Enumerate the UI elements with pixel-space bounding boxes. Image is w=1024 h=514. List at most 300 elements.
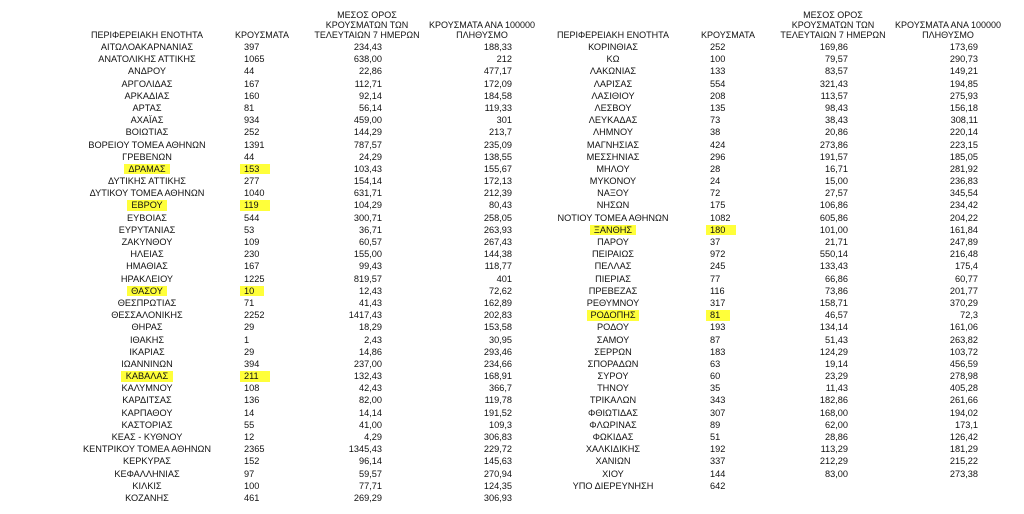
- cell-avg7: 158,71: [819, 297, 848, 308]
- table-row: [538, 151, 998, 163]
- table-row: [538, 260, 998, 272]
- cell-avg7: 273,86: [819, 139, 848, 150]
- cell-per100k: 118,77: [484, 261, 512, 272]
- cell-avg7: 62,00: [825, 419, 848, 430]
- table-row: [72, 224, 532, 236]
- cell-avg7: 300,71: [353, 212, 382, 223]
- cell-region: ΦΩΚΙΔΑΣ: [592, 432, 634, 442]
- table-row: [72, 321, 532, 333]
- cell-avg7: 14,86: [359, 346, 382, 357]
- cell-cases: 97: [244, 468, 255, 479]
- table-row: [72, 41, 532, 53]
- cell-cases: 544: [244, 212, 260, 223]
- cell-avg7: 1345,43: [348, 444, 382, 455]
- cell-cases: 394: [244, 358, 260, 369]
- table-row: [72, 468, 532, 480]
- cell-region: ΑΡΤΑΣ: [132, 102, 162, 113]
- table-row: [72, 248, 532, 260]
- table-row: [538, 41, 998, 53]
- cell-avg7: 42,43: [359, 383, 382, 394]
- header-avg7: [773, 10, 893, 40]
- cell-per100k: 270,94: [483, 468, 512, 479]
- cell-cases: 296: [710, 151, 726, 162]
- cell-cases: 167: [244, 261, 260, 272]
- table-row: [72, 431, 532, 443]
- cell-per100k: 119,33: [484, 102, 512, 113]
- cell-avg7: 82,00: [359, 395, 382, 406]
- table-row: [72, 334, 532, 346]
- cell-region: ΘΕΣΣΑΛΟΝΙΚΗΣ: [111, 310, 183, 321]
- table-row: [72, 370, 532, 382]
- cell-avg7: 154,14: [353, 176, 382, 187]
- cell-cases: 60: [710, 371, 721, 382]
- table-row: [72, 285, 532, 297]
- cell-per100k: 212: [496, 54, 512, 65]
- cell-cases: 81: [710, 310, 721, 321]
- cell-per100k: 103,72: [949, 346, 978, 357]
- cell-cases: 108: [244, 383, 260, 394]
- table-row: [72, 407, 532, 419]
- cell-region: ΕΥΡΥΤΑΝΙΑΣ: [118, 224, 176, 235]
- cell-cases: 252: [244, 127, 260, 138]
- cell-region: ΖΑΚΥΝΘΟΥ: [121, 237, 173, 247]
- cell-avg7: 132,43: [353, 371, 382, 382]
- header-avg7: [307, 10, 427, 40]
- cell-avg7: 113,57: [820, 90, 848, 101]
- cell-avg7: 11,43: [825, 383, 848, 394]
- cell-region: ΓΡΕΒΕΝΩΝ: [122, 151, 172, 162]
- cell-avg7: 2,43: [364, 334, 382, 345]
- cell-region: ΚΑΡΠΑΘΟΥ: [121, 407, 173, 418]
- cell-region: ΒΟΙΩΤΙΑΣ: [125, 127, 169, 138]
- table-row: [72, 163, 532, 175]
- cell-avg7: 631,71: [353, 188, 382, 199]
- table-row: [72, 175, 532, 187]
- cell-region: ΣΑΜΟΥ: [596, 334, 630, 345]
- cell-cases: 116: [710, 285, 725, 296]
- cell-cases: 461: [244, 492, 260, 503]
- cell-per100k: 247,89: [949, 237, 978, 247]
- cell-per100k: 301: [496, 115, 512, 126]
- header-per100k-line1: ΚΡΟΥΣΜΑΤΑ ΑΝΑ 100000: [895, 20, 1001, 30]
- cell-per100k: 223,15: [949, 139, 978, 150]
- cell-cases: 1: [244, 334, 250, 345]
- cell-per100k: 72,62: [489, 285, 512, 296]
- cell-per100k: 173,1: [955, 419, 978, 430]
- table-row: [538, 297, 998, 309]
- cell-per100k: 275,93: [949, 90, 978, 101]
- table-row: [72, 212, 532, 224]
- cell-cases: 73: [710, 115, 721, 126]
- cell-per100k: 263,93: [483, 224, 512, 235]
- cell-avg7: 191,57: [819, 151, 848, 162]
- cell-avg7: 41,00: [359, 419, 382, 430]
- table-row: [538, 273, 998, 285]
- table-row: [72, 309, 532, 321]
- cell-avg7: 124,29: [819, 346, 848, 357]
- header-per100k-line2: ΠΛΗΘΥΣΜΟ: [456, 30, 508, 40]
- cell-per100k: 290,73: [949, 54, 978, 65]
- cell-avg7: 14,14: [359, 407, 382, 418]
- table-row: [72, 394, 532, 406]
- cell-region: ΦΘΙΩΤΙΔΑΣ: [587, 407, 638, 418]
- cell-cases: 1040: [244, 188, 265, 199]
- cell-region: ΛΑΚΩΝΙΑΣ: [589, 66, 637, 77]
- cell-cases: 28: [710, 163, 721, 174]
- table-row: [538, 248, 998, 260]
- table-row: [72, 273, 532, 285]
- cell-per100k: 191,52: [483, 407, 512, 418]
- cell-avg7: 169,86: [819, 42, 848, 52]
- cell-cases: 1065: [244, 54, 265, 65]
- header-cases: ΚΡΟΥΣΜΑΤΑ: [701, 30, 755, 40]
- cell-cases: 167: [244, 78, 260, 89]
- cell-region: ΔΥΤΙΚΗΣ ΑΤΤΙΚΗΣ: [108, 176, 186, 187]
- cell-region: ΠΙΕΡΙΑΣ: [595, 273, 631, 284]
- cell-region: ΠΕΛΛΑΣ: [594, 261, 632, 272]
- cell-region: ΤΡΙΚΑΛΩΝ: [589, 395, 637, 406]
- cell-cases: 193: [710, 322, 726, 333]
- cell-region: ΚΙΛΚΙΣ: [132, 480, 162, 491]
- table-row: [538, 78, 998, 90]
- header-avg7-line3: ΤΕΛΕΥΤΑΙΩΝ 7 ΗΜΕΡΩΝ: [780, 30, 886, 40]
- header-per100k-line2: ΠΛΗΘΥΣΜΟ: [922, 30, 974, 40]
- cell-per100k: 172,13: [483, 176, 512, 187]
- cell-cases: 1082: [710, 212, 731, 223]
- cell-region: ΘΕΣΠΡΩΤΙΑΣ: [117, 297, 177, 308]
- cell-region: ΤΗΝΟΥ: [597, 383, 629, 394]
- cell-per100k: 293,46: [483, 346, 512, 357]
- cell-region: ΕΥΒΟΙΑΣ: [127, 212, 167, 223]
- cell-region: ΜΥΚΟΝΟΥ: [589, 176, 637, 187]
- cell-cases: 152: [244, 456, 260, 467]
- cell-cases: 35: [710, 383, 721, 394]
- cell-per100k: 185,05: [949, 151, 978, 162]
- cell-per100k: 162,89: [483, 297, 512, 308]
- cell-avg7: 60,57: [359, 237, 382, 247]
- table-row: [72, 65, 532, 77]
- cell-per100k: 261,66: [949, 395, 978, 406]
- cell-per100k: 60,77: [955, 273, 978, 284]
- table-row: [538, 163, 998, 175]
- cell-avg7: 134,14: [819, 322, 848, 333]
- cell-avg7: 66,86: [825, 273, 848, 284]
- table-row: [538, 358, 998, 370]
- cell-cases: 10: [244, 285, 255, 296]
- cell-per100k: 119,78: [484, 395, 512, 406]
- cell-cases: 81: [244, 102, 255, 113]
- cell-per100k: 370,29: [949, 297, 978, 308]
- table-row: [538, 187, 998, 199]
- cell-per100k: 345,54: [949, 188, 978, 199]
- cell-cases: 135: [710, 102, 726, 113]
- cell-avg7: 104,29: [353, 200, 382, 211]
- cell-avg7: 234,43: [353, 42, 382, 52]
- cell-per100k: 30,95: [489, 334, 512, 345]
- cell-per100k: 80,43: [489, 200, 512, 211]
- cell-cases: 29: [244, 322, 255, 333]
- cell-cases: 136: [244, 395, 260, 406]
- cell-cases: 87: [710, 334, 721, 345]
- cell-per100k: 194,02: [949, 407, 978, 418]
- cell-per100k: 267,43: [483, 237, 512, 247]
- cell-per100k: 308,11: [950, 115, 978, 126]
- cell-region: ΡΟΔΟΥ: [596, 322, 629, 333]
- table-row: [538, 334, 998, 346]
- cell-region: ΔΡΑΜΑΣ: [128, 163, 166, 174]
- cell-cases: 109: [244, 237, 260, 247]
- cell-cases: 63: [710, 358, 721, 369]
- cell-per100k: 109,3: [489, 419, 512, 430]
- cell-region: ΧΑΛΚΙΔΙΚΗΣ: [585, 444, 641, 455]
- cell-per100k: 149,21: [949, 66, 978, 77]
- cell-avg7: 15,00: [825, 176, 848, 187]
- cell-region: ΚΕΑΣ - ΚΥΘΝΟΥ: [111, 432, 183, 442]
- cell-region: ΛΑΣΙΘΙΟΥ: [591, 90, 635, 101]
- header-avg7-line1: ΜΕΣΟΣ ΟΡΟΣ: [337, 10, 397, 20]
- table-row: [72, 102, 532, 114]
- cell-per100k: 156,18: [949, 102, 978, 113]
- cell-avg7: 321,43: [819, 78, 848, 89]
- table-row: [538, 370, 998, 382]
- cell-per100k: 126,42: [949, 432, 978, 442]
- table-row: [538, 321, 998, 333]
- table-row: [72, 419, 532, 431]
- cell-region: ΛΕΣΒΟΥ: [594, 102, 632, 113]
- cell-cases: 317: [710, 297, 726, 308]
- cell-region: ΡΕΘΥΜΝΟΥ: [586, 297, 640, 308]
- cell-region: ΚΑΛΥΜΝΟΥ: [121, 383, 173, 394]
- cell-region: ΡΟΔΟΠΗΣ: [590, 310, 636, 321]
- cell-cases: 29: [244, 346, 255, 357]
- cell-avg7: 101,00: [819, 224, 848, 235]
- cell-cases: 77: [710, 273, 721, 284]
- cell-cases: 180: [710, 224, 726, 235]
- cell-cases: 2252: [244, 310, 265, 321]
- cell-avg7: 38,43: [825, 115, 848, 126]
- table-header-right: [538, 0, 1001, 40]
- cell-per100k: 366,7: [489, 383, 512, 394]
- cell-region: ΚΑΡΔΙΤΣΑΣ: [122, 395, 172, 406]
- cell-region: ΗΛΕΙΑΣ: [130, 249, 164, 260]
- cell-region: ΘΑΣΟΥ: [131, 285, 163, 296]
- table-row: [538, 175, 998, 187]
- table-row: [538, 53, 998, 65]
- table-row: [72, 455, 532, 467]
- cell-cases: 972: [710, 249, 726, 260]
- cell-region: ΥΠΟ ΔΙΕΡΕΥΝΗΣΗ: [572, 480, 654, 491]
- cell-per100k: 477,17: [483, 66, 512, 77]
- cell-avg7: 23,29: [825, 371, 848, 382]
- cell-avg7: 79,57: [825, 54, 848, 65]
- table-row: [538, 114, 998, 126]
- cell-region: ΚΕΡΚΥΡΑΣ: [123, 456, 171, 467]
- cell-per100k: 273,38: [949, 468, 978, 479]
- cell-avg7: 77,71: [359, 480, 382, 491]
- cell-avg7: 1417,43: [348, 310, 382, 321]
- cell-cases: 2365: [244, 444, 265, 455]
- header-avg7-line3: ΤΕΛΕΥΤΑΙΩΝ 7 ΗΜΕΡΩΝ: [314, 30, 420, 40]
- cell-region: ΝΟΤΙΟΥ ΤΟΜΕΑ ΑΘΗΝΩΝ: [557, 212, 669, 223]
- cell-region: ΕΒΡΟΥ: [131, 200, 163, 211]
- cell-region: ΚΕΝΤΡΙΚΟΥ ΤΟΜΕΑ ΑΘΗΝΩΝ: [82, 444, 212, 455]
- cell-per100k: 72,3: [960, 310, 978, 321]
- cell-region: ΑΡΚΑΔΙΑΣ: [124, 90, 170, 101]
- table-row: [538, 90, 998, 102]
- table-row: [72, 139, 532, 151]
- cell-cases: 38: [710, 127, 721, 138]
- cell-region: ΑΡΓΟΛΙΔΑΣ: [121, 78, 173, 89]
- cell-per100k: 168,91: [483, 371, 512, 382]
- cell-region: ΒΟΡΕΙΟΥ ΤΟΜΕΑ ΑΘΗΝΩΝ: [88, 139, 206, 150]
- table-row: [72, 443, 532, 455]
- cell-region: ΞΑΝΘΗΣ: [593, 224, 633, 235]
- cell-avg7: 16,71: [825, 163, 848, 174]
- cell-region: ΚΑΣΤΟΡΙΑΣ: [121, 419, 173, 430]
- table-row: [538, 431, 998, 443]
- cell-per100k: 216,48: [949, 249, 978, 260]
- cell-region: ΠΕΙΡΑΙΩΣ: [592, 249, 634, 260]
- header-avg7-line2: ΚΡΟΥΣΜΑΤΩΝ ΤΩΝ: [791, 20, 875, 30]
- cell-region: ΦΛΩΡΙΝΑΣ: [589, 419, 637, 430]
- cell-cases: 337: [710, 456, 726, 467]
- table-row: [538, 419, 998, 431]
- cell-cases: 211: [244, 371, 259, 382]
- cell-avg7: 19,14: [825, 358, 848, 369]
- cell-cases: 160: [244, 90, 260, 101]
- cell-avg7: 106,86: [819, 200, 848, 211]
- cell-region: ΚΑΒΑΛΑΣ: [125, 371, 169, 382]
- cell-cases: 14: [244, 407, 255, 418]
- table-row: [72, 90, 532, 102]
- table-header-left: [72, 0, 535, 40]
- cell-region: ΑΙΤΩΛΟΑΚΑΡΝΑΝΙΑΣ: [100, 42, 194, 52]
- cell-cases: 72: [710, 188, 721, 199]
- cell-avg7: 787,57: [353, 139, 382, 150]
- cell-region: ΝΑΞΟΥ: [597, 188, 629, 199]
- cell-avg7: 28,86: [825, 432, 848, 442]
- cell-avg7: 144,29: [353, 127, 382, 138]
- cell-cases: 642: [710, 480, 726, 491]
- cell-avg7: 24,29: [359, 151, 382, 162]
- table-row: [72, 114, 532, 126]
- table-row: [72, 151, 532, 163]
- table-row: [72, 199, 532, 211]
- cell-avg7: 73,86: [825, 285, 848, 296]
- cell-per100k: 263,82: [949, 334, 978, 345]
- header-region: ΠΕΡΙΦΕΡΕΙΑΚΗ ΕΝΟΤΗΤΑ: [90, 30, 204, 40]
- cell-per100k: 138,55: [483, 151, 512, 162]
- cell-per100k: 201,77: [949, 285, 978, 296]
- cell-avg7: 41,43: [359, 297, 382, 308]
- cell-cases: 1391: [244, 139, 265, 150]
- table-row: [72, 78, 532, 90]
- cell-cases: 934: [244, 115, 260, 126]
- cell-region: ΠΑΡΟΥ: [597, 237, 629, 247]
- cell-per100k: 124,35: [483, 480, 512, 491]
- cell-avg7: 133,43: [819, 261, 848, 272]
- cell-avg7: 212,29: [819, 456, 848, 467]
- cell-cases: 12: [244, 432, 255, 442]
- table-row: [538, 285, 998, 297]
- cell-cases: 71: [244, 297, 255, 308]
- cell-cases: 100: [244, 480, 260, 491]
- cell-per100k: 155,67: [483, 163, 512, 174]
- cell-per100k: 145,63: [483, 456, 512, 467]
- cell-avg7: 96,14: [359, 456, 382, 467]
- cell-region: ΚΕΦΑΛΛΗΝΙΑΣ: [114, 468, 180, 479]
- cell-cases: 307: [710, 407, 726, 418]
- cell-avg7: 51,43: [825, 334, 848, 345]
- cell-per100k: 236,83: [949, 176, 978, 187]
- cell-avg7: 4,29: [364, 432, 382, 442]
- cell-cases: 44: [244, 66, 255, 77]
- cell-cases: 192: [710, 444, 726, 455]
- cell-avg7: 83,57: [825, 66, 848, 77]
- cell-region: ΚΟΡΙΝΘΙΑΣ: [588, 42, 638, 52]
- table-row: [538, 382, 998, 394]
- cell-region: ΙΘΑΚΗΣ: [129, 334, 165, 345]
- cell-cases: 44: [244, 151, 255, 162]
- table-row: [538, 212, 998, 224]
- cell-region: ΧΑΝΙΩΝ: [595, 456, 631, 467]
- cell-region: ΜΗΛΟΥ: [596, 163, 630, 174]
- cell-avg7: 819,57: [353, 273, 382, 284]
- cell-per100k: 161,06: [949, 322, 978, 333]
- cell-region: ΑΝΔΡΟΥ: [127, 66, 166, 77]
- cell-per100k: 188,33: [483, 42, 512, 52]
- cell-cases: 277: [244, 176, 260, 187]
- cell-avg7: 20,86: [825, 127, 848, 138]
- cell-avg7: 18,29: [359, 322, 382, 333]
- cell-cases: 55: [244, 419, 255, 430]
- cell-cases: 208: [710, 90, 726, 101]
- cell-avg7: 22,86: [359, 66, 382, 77]
- table-row: [72, 480, 532, 492]
- cell-cases: 37: [710, 237, 721, 247]
- cell-per100k: 161,84: [949, 224, 978, 235]
- cell-cases: 230: [244, 249, 260, 260]
- header-per100k: [893, 20, 1003, 40]
- cell-cases: 424: [710, 139, 726, 150]
- header-per100k-line1: ΚΡΟΥΣΜΑΤΑ ΑΝΑ 100000: [429, 20, 535, 30]
- cell-per100k: 215,22: [949, 456, 978, 467]
- table-body-right: [538, 41, 998, 492]
- cell-avg7: 12,43: [359, 285, 382, 296]
- cell-cases: 252: [710, 42, 726, 52]
- cell-per100k: 194,85: [949, 78, 978, 89]
- header-avg7-line1: ΜΕΣΟΣ ΟΡΟΣ: [803, 10, 863, 20]
- table-row: [72, 53, 532, 65]
- header-cases: ΚΡΟΥΣΜΑΤΑ: [235, 30, 289, 40]
- header-region: ΠΕΡΙΦΕΡΕΙΑΚΗ ΕΝΟΤΗΤΑ: [556, 30, 670, 40]
- table-row: [538, 139, 998, 151]
- cell-region: ΛΑΡΙΣΑΣ: [593, 78, 633, 89]
- cell-region: ΑΧΑΪΑΣ: [130, 115, 164, 126]
- table-row: [538, 443, 998, 455]
- cell-cases: 153: [244, 163, 260, 174]
- cell-cases: 24: [710, 176, 721, 187]
- cell-avg7: 103,43: [353, 163, 382, 174]
- table-row: [538, 309, 998, 321]
- cell-avg7: 98,43: [825, 102, 848, 113]
- cell-region: ΛΕΥΚΑΔΑΣ: [588, 115, 638, 126]
- cell-per100k: 173,69: [949, 42, 978, 52]
- cell-avg7: 99,43: [359, 261, 382, 272]
- cell-region: ΔΥΤΙΚΟΥ ΤΟΜΕΑ ΑΘΗΝΩΝ: [89, 188, 205, 199]
- cell-cases: 1225: [244, 273, 265, 284]
- table-body-left: [72, 41, 532, 504]
